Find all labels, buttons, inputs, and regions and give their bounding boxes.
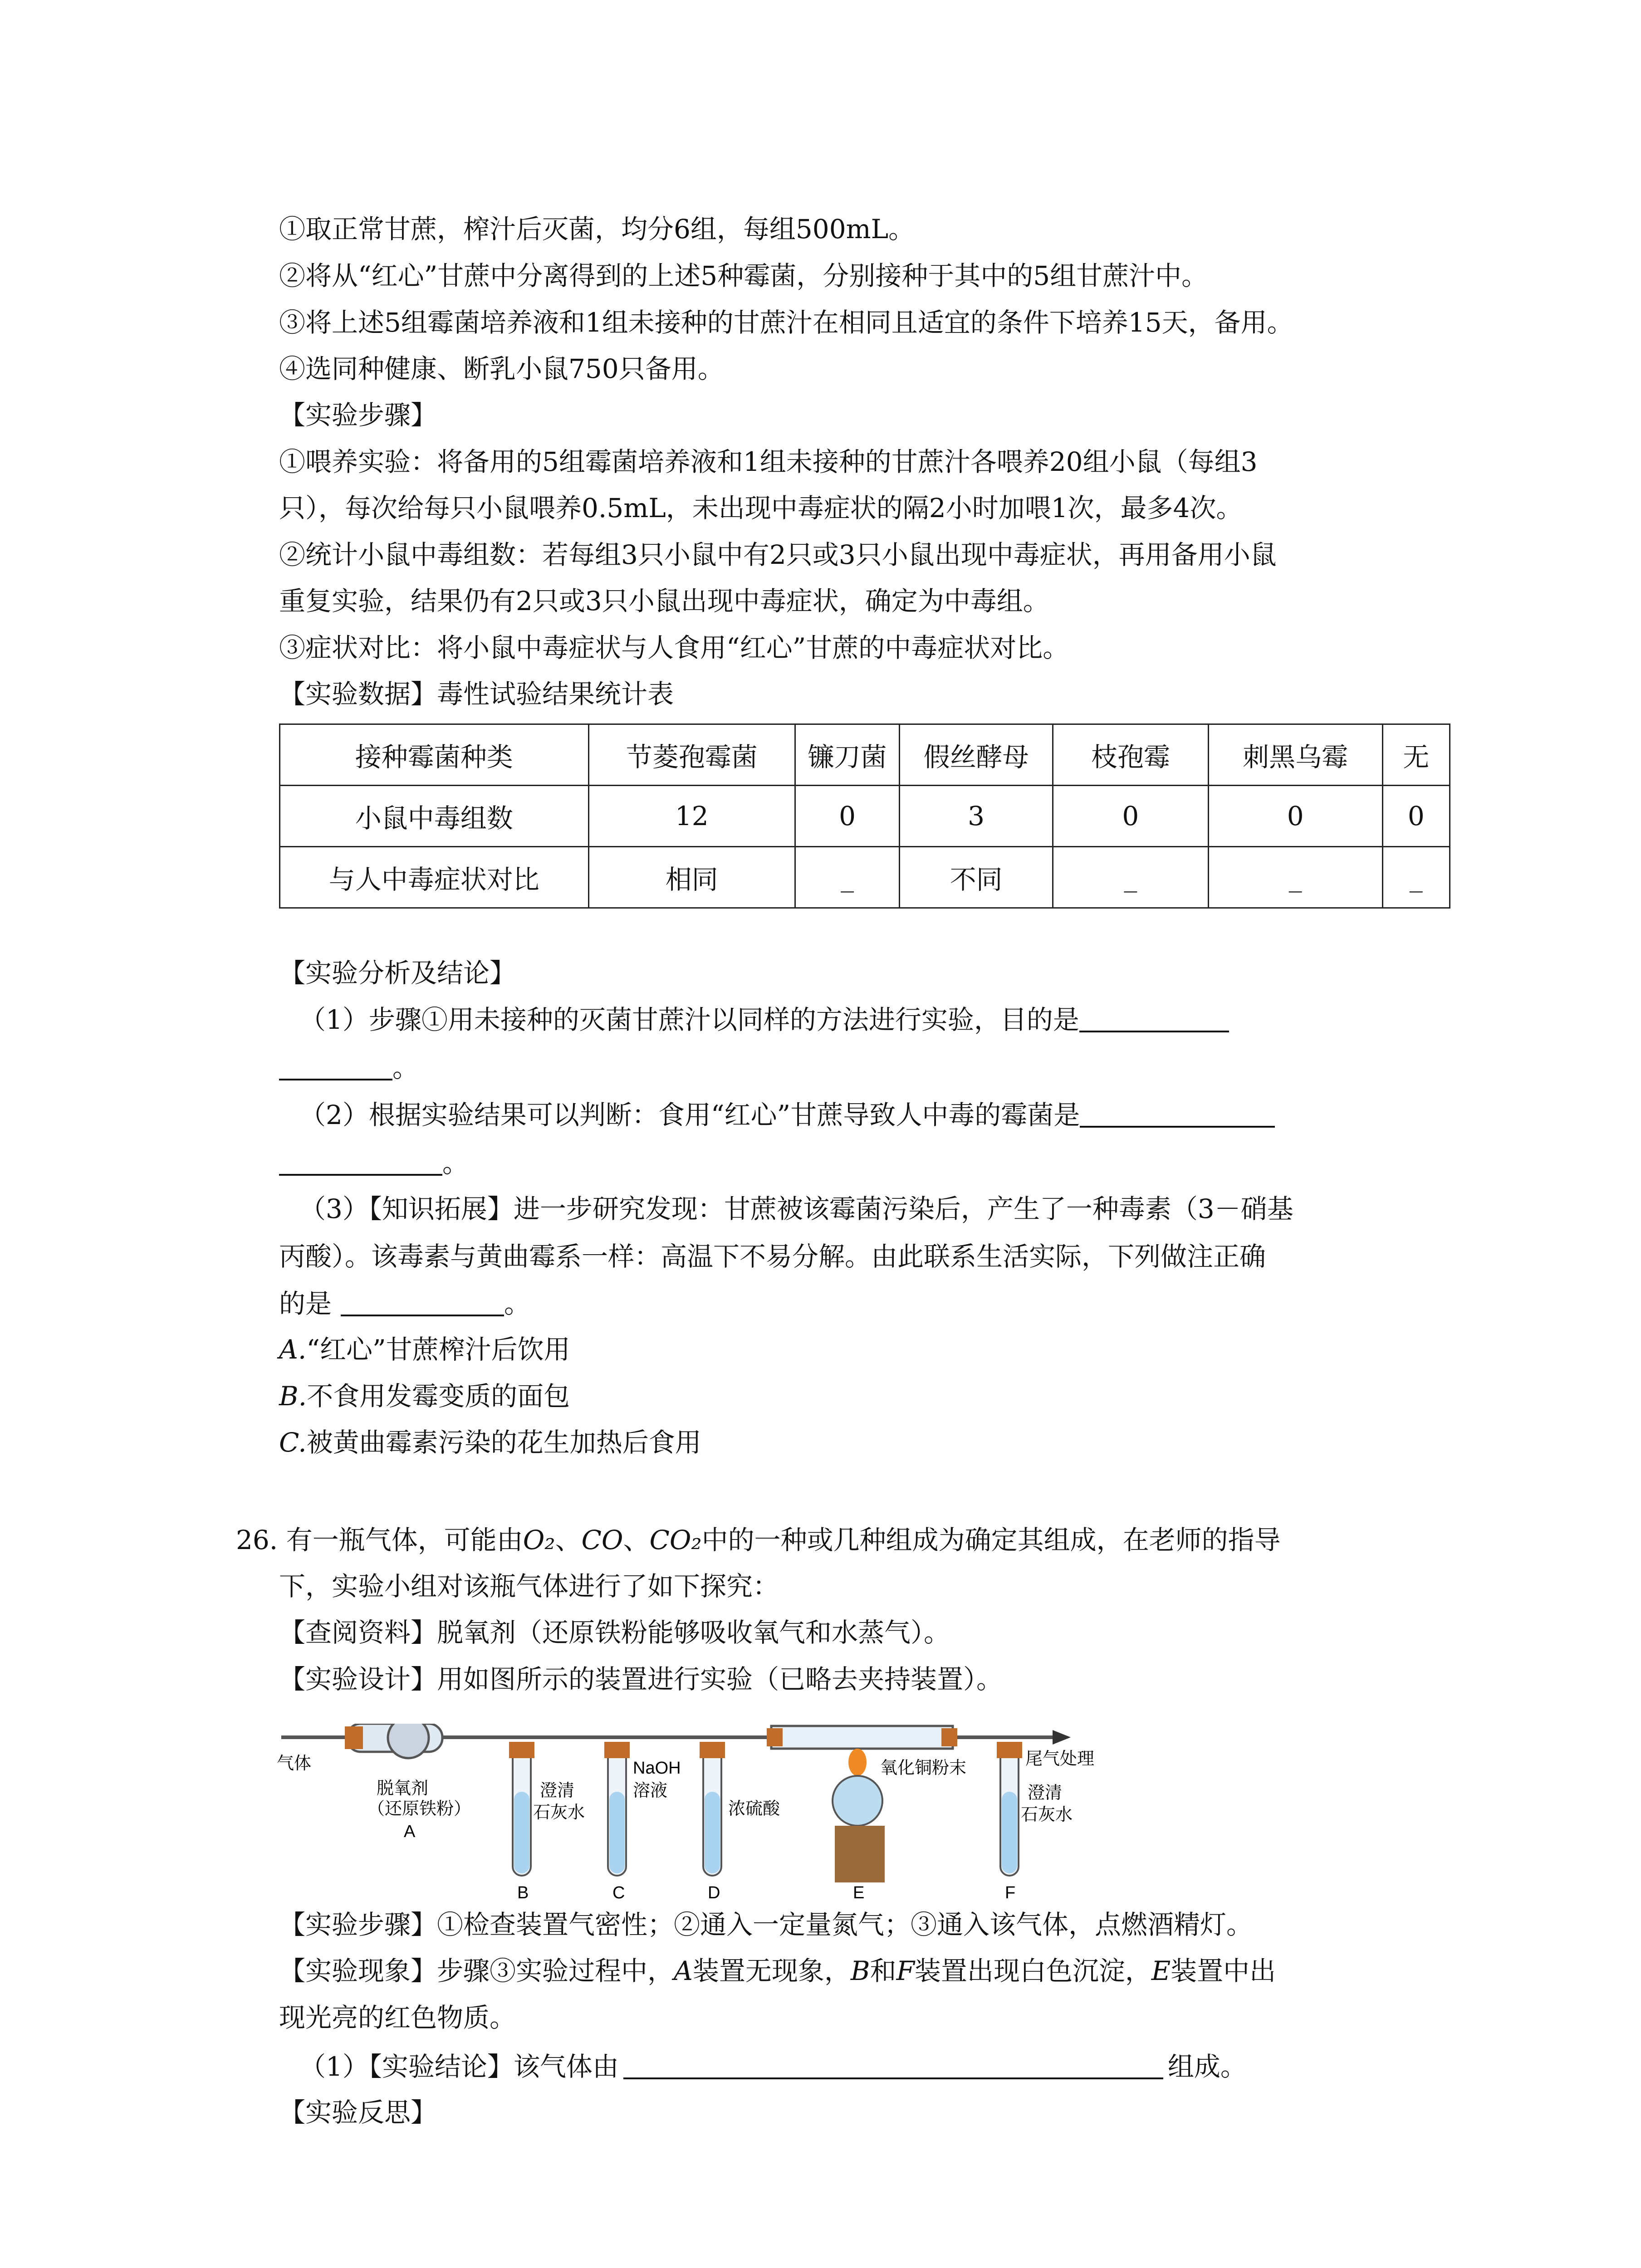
question-26-line-2: 下，实验小组对该瓶气体进行了如下探究： bbox=[279, 1571, 779, 1602]
table-cell: 小鼠中毒组数 bbox=[280, 786, 589, 847]
device-c bbox=[604, 1742, 681, 1902]
table-header-row bbox=[280, 724, 1450, 786]
table-header-cell: 接种霉菌种类 bbox=[280, 724, 589, 786]
question-26-conclusion bbox=[299, 2050, 1247, 2082]
material-line-1: ①取正常甘蔗，榨汁后灭菌，均分6组，每组500mL。 bbox=[279, 214, 915, 244]
device-ref-f: F bbox=[896, 1955, 915, 1986]
step-line-5: ③症状对比：将小鼠中毒症状与人食用“红心”甘蔗的中毒症状对比。 bbox=[279, 632, 1069, 663]
step-line-3: ②统计小鼠中毒组数：若每组3只小鼠中有2只或3只小鼠出现中毒症状，再用备用小鼠 bbox=[279, 539, 1277, 570]
cuo-label: 氧化铜粉末 bbox=[880, 1759, 967, 1778]
steps-header: 【实验步骤】 bbox=[279, 400, 437, 430]
device-e bbox=[767, 1726, 966, 1902]
option-letter: C. bbox=[279, 1427, 307, 1458]
flame-icon bbox=[848, 1749, 867, 1776]
device-ref-b: B bbox=[850, 1955, 870, 1986]
analysis-header: 【实验分析及结论】 bbox=[279, 958, 516, 988]
question-3-end: 。 bbox=[504, 1288, 531, 1319]
formula-co: CO bbox=[581, 1525, 623, 1555]
material-line-2: ②将从“红心”甘蔗中分离得到的上述5种霉菌，分别接种于其中的5组甘蔗汁中。 bbox=[279, 260, 1208, 291]
formula-o2: O₂ bbox=[523, 1525, 555, 1555]
question-3-line-1: （3）【知识拓展】进一步研究发现：甘蔗被该霉菌污染后，产生了一种毒素（3－硝基 bbox=[299, 1193, 1293, 1224]
label-c: C bbox=[612, 1883, 625, 1902]
question-26-phenomenon-1 bbox=[279, 1955, 1276, 1987]
question-26-reflection: 【实验反思】 bbox=[279, 2097, 437, 2128]
gas-in-label: 气体 bbox=[277, 1754, 312, 1773]
phen-text: 【实验现象】步骤③实验过程中， bbox=[279, 1955, 674, 1986]
option-letter: A. bbox=[279, 1334, 307, 1365]
phen-text: 和 bbox=[870, 1955, 896, 1986]
question-1-cont bbox=[279, 1051, 419, 1084]
formula-co2: CO₂ bbox=[649, 1525, 702, 1555]
flow-arrow-icon bbox=[1053, 1730, 1071, 1745]
question-26-ref: 【查阅资料】脱氧剂（还原铁粉能够吸收氧气和水蒸气）。 bbox=[279, 1617, 950, 1648]
table-header-cell: 节菱孢霉菌 bbox=[588, 724, 795, 786]
naoh-label-b: 溶液 bbox=[633, 1781, 668, 1800]
material-line-3: ③将上述5组霉菌培养液和1组未接种的甘蔗汁在相同且适宜的条件下培养15天，备用。 bbox=[279, 307, 1293, 338]
step-line-1: ①喂养实验：将备用的5组霉菌培养液和1组未接种的甘蔗汁各喂养20组小鼠（每组3 bbox=[279, 446, 1258, 477]
limewater-2-label-a: 澄清 bbox=[1028, 1784, 1063, 1803]
wood-block bbox=[835, 1826, 885, 1882]
question-26-line-1 bbox=[236, 1524, 1281, 1556]
step-line-4: 重复实验，结果仍有2只或3只小鼠出现中毒症状，确定为中毒组。 bbox=[279, 586, 1049, 616]
table-row bbox=[280, 786, 1450, 847]
label-a: A bbox=[404, 1822, 416, 1841]
option-b[interactable] bbox=[279, 1380, 570, 1412]
option-letter: B. bbox=[279, 1381, 307, 1412]
table-header-cell: 刺黑乌霉 bbox=[1208, 724, 1382, 786]
table-header-cell: 无 bbox=[1382, 724, 1450, 786]
answer-blank-26-1[interactable] bbox=[623, 2050, 1163, 2079]
question-2-cont bbox=[279, 1147, 469, 1179]
option-text: 不食用发霉变质的面包 bbox=[307, 1381, 570, 1412]
table-header-cell: 枝孢霉 bbox=[1053, 724, 1208, 786]
q26-sep: 、 bbox=[623, 1525, 650, 1555]
q26-text-a: 有一瓶气体，可能由 bbox=[286, 1525, 523, 1555]
table-cell: 与人中毒症状对比 bbox=[280, 847, 589, 908]
question-1 bbox=[299, 1003, 1229, 1036]
q26-text-b: 中的一种或几种组成为确定其组成，在老师的指导 bbox=[701, 1525, 1281, 1555]
device-ref-e: E bbox=[1151, 1955, 1171, 1986]
question-2-end: 。 bbox=[442, 1148, 469, 1178]
option-a[interactable] bbox=[279, 1334, 570, 1365]
table-cell: 相同 bbox=[588, 847, 795, 908]
question-3-pre: 的是 bbox=[279, 1288, 332, 1319]
step-line-2: 只），每次给每只小鼠喂养0.5mL，未出现中毒症状的隔2小时加喂1次，最多4次。 bbox=[279, 493, 1243, 523]
answer-blank-1[interactable] bbox=[1079, 1003, 1229, 1032]
option-c[interactable] bbox=[279, 1427, 701, 1458]
label-e: E bbox=[853, 1883, 865, 1902]
question-3-line-2: 丙酸）。该毒素与黄曲霉系一样：高温下不易分解。由此联系生活实际，下列做注正确 bbox=[279, 1241, 1266, 1272]
question-2 bbox=[299, 1099, 1275, 1131]
label-b: B bbox=[517, 1883, 529, 1902]
table-cell: 0 bbox=[1208, 786, 1382, 847]
phen-text: 装置无现象， bbox=[692, 1955, 851, 1986]
answer-blank-2b[interactable] bbox=[279, 1147, 442, 1176]
question-1-text: （1）步骤①用未接种的灭菌甘蔗汁以同样的方法进行实验，目的是 bbox=[299, 1004, 1079, 1035]
device-d bbox=[700, 1742, 780, 1902]
iron-label: （还原铁粉） bbox=[367, 1799, 471, 1818]
conclusion-end: 组成。 bbox=[1167, 2051, 1247, 2082]
table-row bbox=[280, 847, 1450, 908]
table-cell: 3 bbox=[900, 786, 1053, 847]
deoxidizer-label: 脱氧剂 bbox=[377, 1779, 429, 1798]
table-cell: _ bbox=[1208, 847, 1382, 908]
limewater-1-label-a: 澄清 bbox=[540, 1781, 575, 1800]
label-d: D bbox=[708, 1883, 720, 1902]
question-number: 26. bbox=[236, 1525, 278, 1555]
question-26-steps: 【实验步骤】①检查装置气密性；②通入一定量氮气；③通入该气体，点燃酒精灯。 bbox=[279, 1909, 1253, 1940]
tail-gas-label: 尾气处理 bbox=[1025, 1750, 1095, 1769]
limewater-2-label-b: 石灰水 bbox=[1021, 1805, 1073, 1824]
table-cell: 不同 bbox=[900, 847, 1053, 908]
data-header: 【实验数据】毒性试验结果统计表 bbox=[279, 679, 674, 709]
device-ref-a: A bbox=[674, 1955, 693, 1986]
device-f bbox=[997, 1742, 1094, 1902]
question-26-design: 【实验设计】用如图所示的装置进行实验（已略去夹持装置）。 bbox=[279, 1664, 1003, 1695]
acid-label: 浓硫酸 bbox=[728, 1799, 780, 1818]
alcohol-lamp-icon bbox=[833, 1776, 882, 1826]
answer-blank-3[interactable] bbox=[341, 1287, 504, 1316]
apparatus-diagram bbox=[272, 1724, 1161, 1905]
table-cell: 0 bbox=[795, 786, 899, 847]
device-b bbox=[509, 1742, 585, 1902]
option-text: 被黄曲霉素污染的花生加热后食用 bbox=[306, 1427, 701, 1458]
conclusion-text: （1）【实验结论】该气体由 bbox=[299, 2051, 619, 2082]
question-3-line-3 bbox=[279, 1287, 530, 1320]
answer-blank-1b[interactable] bbox=[279, 1051, 392, 1080]
phen-text: 装置出现白色沉淀， bbox=[914, 1955, 1151, 1986]
table-cell: 0 bbox=[1053, 786, 1208, 847]
q26-sep: 、 bbox=[555, 1525, 582, 1555]
limewater-1-label-b: 石灰水 bbox=[533, 1803, 585, 1822]
table-cell: _ bbox=[1382, 847, 1450, 908]
question-1-end: 。 bbox=[392, 1052, 419, 1083]
table-header-cell: 镰刀菌 bbox=[795, 724, 899, 786]
question-26-phenomenon-2: 现光亮的红色物质。 bbox=[279, 2002, 516, 2033]
table-cell: 12 bbox=[588, 786, 795, 847]
table-header-cell: 假丝酵母 bbox=[900, 724, 1053, 786]
answer-blank-2[interactable] bbox=[1080, 1099, 1275, 1128]
table-cell: _ bbox=[1053, 847, 1208, 908]
device-a bbox=[345, 1724, 471, 1841]
material-line-4: ④选同种健康、断乳小鼠750只备用。 bbox=[279, 353, 724, 384]
label-f: F bbox=[1005, 1883, 1016, 1902]
naoh-label-a: NaOH bbox=[633, 1759, 681, 1778]
option-text: “红心”甘蔗榨汁后饮用 bbox=[306, 1334, 570, 1365]
phen-text: 装置中出 bbox=[1171, 1955, 1276, 1986]
question-2-text: （2）根据实验结果可以判断：食用“红心”甘蔗导致人中毒的霉菌是 bbox=[299, 1100, 1080, 1130]
table-cell: _ bbox=[795, 847, 899, 908]
toxicity-table bbox=[279, 723, 1450, 909]
table-cell: 0 bbox=[1382, 786, 1450, 847]
